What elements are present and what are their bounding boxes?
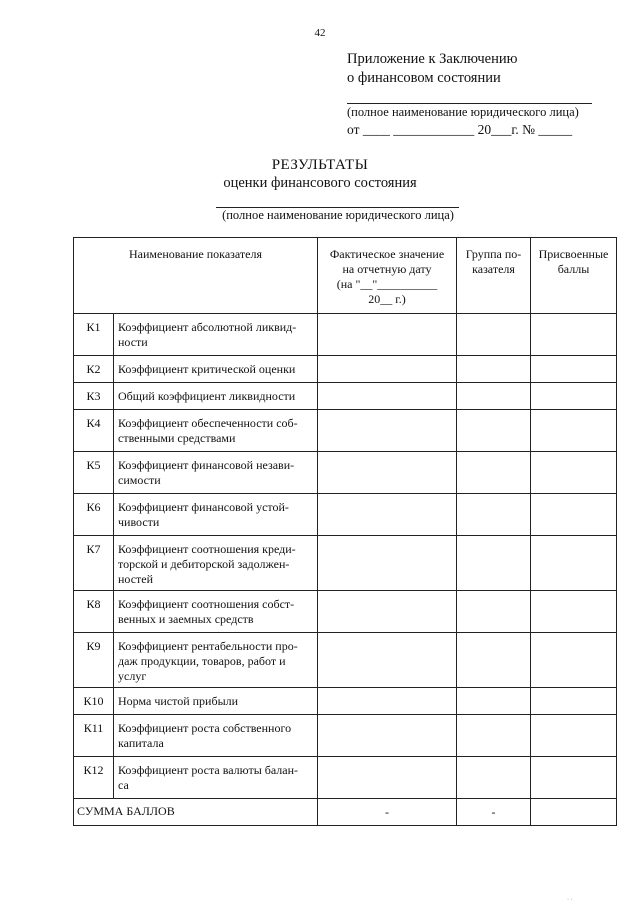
indicator-name-line: венных и заемных средств <box>118 612 254 626</box>
scan-footer-mark: · · <box>567 897 573 903</box>
indicator-name-line: Общий коэффициент ликвидности <box>118 389 296 403</box>
appendix-line-2: о финансовом состоянии <box>347 70 501 86</box>
header-points-line-1: Присвоенные <box>538 247 609 261</box>
indicator-name <box>114 452 318 494</box>
actual-value-cell[interactable] <box>318 715 457 757</box>
date-number-line: от ____ ____________ 20___г. № _____ <box>347 122 573 137</box>
header-points-line-2: баллы <box>557 262 590 276</box>
assigned-points-cell[interactable] <box>531 383 617 410</box>
indicator-code: К6 <box>74 494 114 536</box>
indicator-code: К5 <box>74 452 114 494</box>
indicator-name-line: Норма чистой прибыли <box>118 694 239 708</box>
indicator-code: К7 <box>74 536 114 591</box>
indicator-name-line: Коэффициент роста валюты балан- <box>118 763 299 777</box>
sum-indicator-group: - <box>457 799 531 826</box>
sum-assigned-points <box>531 799 617 826</box>
indicator-name <box>114 356 318 383</box>
assigned-points-cell[interactable] <box>531 591 617 633</box>
indicator-group-cell[interactable] <box>457 452 531 494</box>
sum-label: СУММА БАЛЛОВ <box>74 799 318 826</box>
actual-value-cell[interactable] <box>318 383 457 410</box>
indicator-group-cell[interactable] <box>457 314 531 356</box>
actual-value-cell[interactable] <box>318 494 457 536</box>
indicator-code: К8 <box>74 591 114 633</box>
table-row <box>74 633 617 688</box>
sum-actual-value: - <box>318 799 457 826</box>
indicator-name <box>114 383 318 410</box>
appendix-line-1: Приложение к Заключению <box>347 51 518 67</box>
assigned-points-cell[interactable] <box>531 536 617 591</box>
actual-value-cell[interactable] <box>318 410 457 452</box>
indicator-name-line: Коэффициент соотношения собст- <box>118 597 295 611</box>
assigned-points-cell[interactable] <box>531 452 617 494</box>
table-row <box>74 688 617 715</box>
indicator-group-cell[interactable] <box>457 356 531 383</box>
header-actual-line-4: 20__ г.) <box>368 292 406 306</box>
indicator-name <box>114 591 318 633</box>
indicator-name-line: Коэффициент финансовой устой- <box>118 500 289 514</box>
table-row <box>74 383 617 410</box>
indicator-name-line: чивости <box>118 515 160 529</box>
indicator-name-line: ностей <box>118 572 154 586</box>
header-indicator: Наименование показателя <box>74 238 318 314</box>
indicator-name-line: капитала <box>118 736 164 750</box>
indicator-name-line: торской и дебиторской задолжен- <box>118 557 290 571</box>
indicator-name-line: Коэффициент рентабельности про- <box>118 639 298 653</box>
indicator-name-line: са <box>118 778 129 792</box>
actual-value-cell[interactable] <box>318 591 457 633</box>
indicator-name <box>114 494 318 536</box>
table-row <box>74 591 617 633</box>
table-row <box>74 452 617 494</box>
actual-value-cell[interactable] <box>318 356 457 383</box>
table-row <box>74 314 617 356</box>
indicator-code: К10 <box>74 688 114 715</box>
indicator-code: К3 <box>74 383 114 410</box>
indicator-group-cell[interactable] <box>457 410 531 452</box>
indicator-name-line: Коэффициент критической оценки <box>118 362 296 376</box>
header-actual-value <box>318 238 457 314</box>
results-table <box>73 237 617 826</box>
indicator-name-line: Коэффициент соотношения креди- <box>118 542 296 556</box>
indicator-name <box>114 688 318 715</box>
indicator-name-line: ственными средствами <box>118 431 236 445</box>
assigned-points-cell[interactable] <box>531 715 617 757</box>
table-row <box>74 410 617 452</box>
assigned-points-cell[interactable] <box>531 356 617 383</box>
indicator-name-line: услуг <box>118 669 147 683</box>
indicator-group-cell[interactable] <box>457 715 531 757</box>
header-actual-line-1: Фактическое значение <box>329 247 445 261</box>
indicator-name <box>114 757 318 799</box>
indicator-name <box>114 715 318 757</box>
indicator-name-line: Коэффициент абсолютной ликвид- <box>118 320 297 334</box>
table-row <box>74 715 617 757</box>
legal-name-hint: (полное наименование юридического лица) <box>347 105 579 119</box>
indicator-code: К9 <box>74 633 114 688</box>
indicator-code: К11 <box>74 715 114 757</box>
indicator-name-line: даж продукции, товаров, работ и <box>118 654 286 668</box>
table-row <box>74 757 617 799</box>
assigned-points-cell[interactable] <box>531 688 617 715</box>
document-title: РЕЗУЛЬТАТЫ <box>271 157 369 173</box>
indicator-name-line: Коэффициент роста собственного <box>118 721 292 735</box>
actual-value-cell[interactable] <box>318 688 457 715</box>
table-row <box>74 356 617 383</box>
indicator-name-line: ности <box>118 335 148 349</box>
indicator-code: К12 <box>74 757 114 799</box>
actual-value-cell[interactable] <box>318 314 457 356</box>
sum-row <box>74 799 617 826</box>
indicator-name <box>114 410 318 452</box>
indicator-group-cell[interactable] <box>457 591 531 633</box>
header-actual-line-2: на отчетную дату <box>342 262 432 276</box>
entity-name-hint: (полное наименование юридического лица) <box>222 208 454 222</box>
indicator-name <box>114 314 318 356</box>
indicator-group-cell[interactable] <box>457 633 531 688</box>
assigned-points-cell[interactable] <box>531 633 617 688</box>
indicator-group-cell[interactable] <box>457 536 531 591</box>
assigned-points-cell[interactable] <box>531 494 617 536</box>
indicator-name <box>114 633 318 688</box>
table-row <box>74 536 617 591</box>
actual-value-cell[interactable] <box>318 536 457 591</box>
header-group-line-2: казателя <box>472 262 515 276</box>
indicator-code: К2 <box>74 356 114 383</box>
indicator-group-cell[interactable] <box>457 494 531 536</box>
assigned-points-cell[interactable] <box>531 314 617 356</box>
actual-value-cell[interactable] <box>318 757 457 799</box>
appendix-header <box>347 50 517 88</box>
table-header-row <box>74 238 617 314</box>
indicator-code: К4 <box>74 410 114 452</box>
indicator-name-line: Коэффициент обеспеченности соб- <box>118 416 298 430</box>
table-row <box>74 494 617 536</box>
header-indicator-group <box>457 238 531 314</box>
header-assigned-points <box>531 238 617 314</box>
indicator-group-cell[interactable] <box>457 688 531 715</box>
actual-value-cell[interactable] <box>318 633 457 688</box>
actual-value-cell[interactable] <box>318 452 457 494</box>
page-number: 42 <box>314 27 326 39</box>
header-actual-line-3: (на "__"__________ <box>336 277 438 291</box>
document-subtitle: оценки финансового состояния <box>223 175 417 191</box>
assigned-points-cell[interactable] <box>531 410 617 452</box>
indicator-code: К1 <box>74 314 114 356</box>
indicator-name-line: симости <box>118 473 161 487</box>
indicator-name <box>114 536 318 591</box>
indicator-name-line: Коэффициент финансовой незави- <box>118 458 295 472</box>
indicator-group-cell[interactable] <box>457 757 531 799</box>
assigned-points-cell[interactable] <box>531 757 617 799</box>
header-group-line-1: Группа по- <box>465 247 522 261</box>
legal-name-blank-line <box>347 103 592 104</box>
indicator-group-cell[interactable] <box>457 383 531 410</box>
